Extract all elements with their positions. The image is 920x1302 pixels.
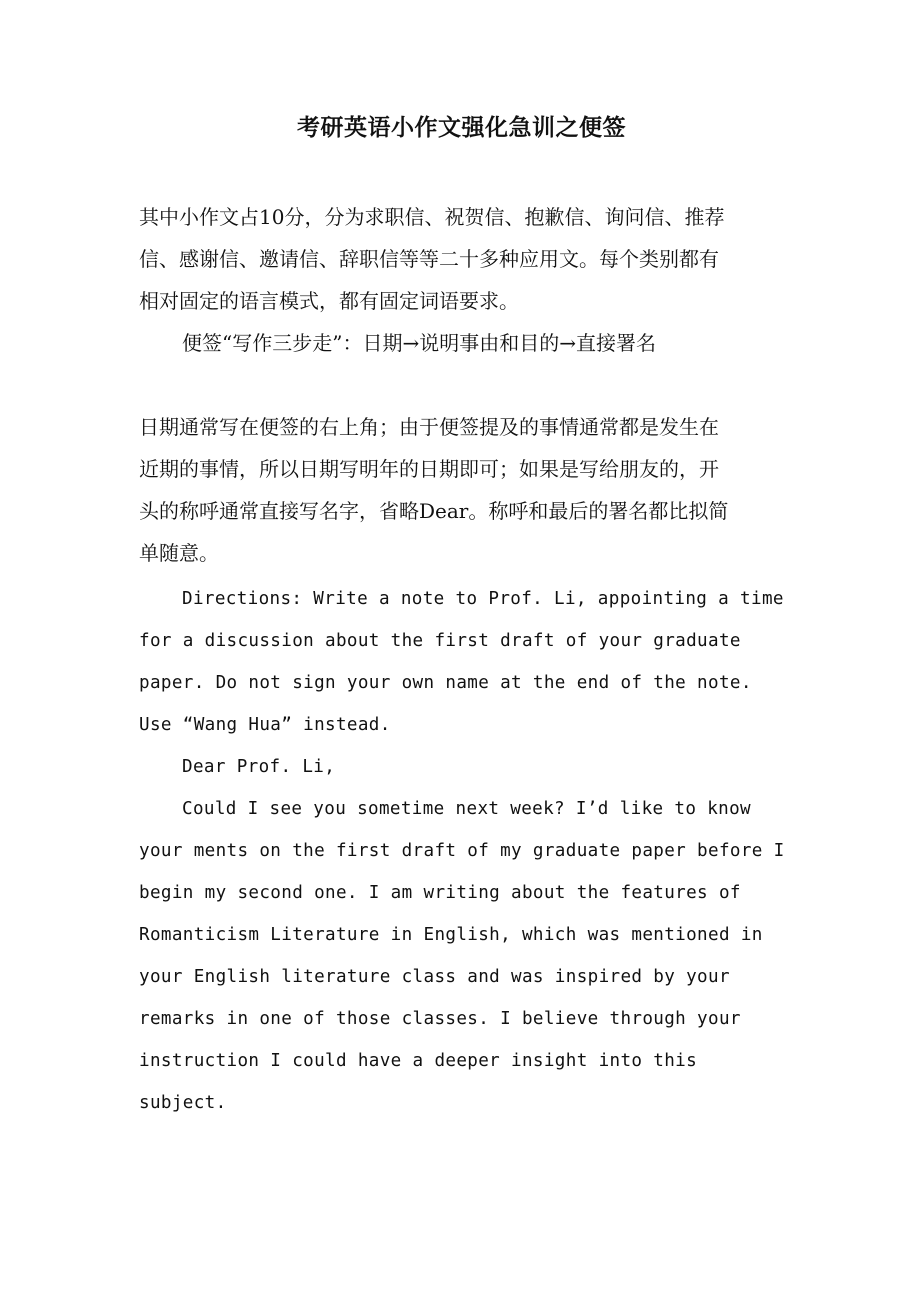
intro-paragraph [139, 196, 784, 322]
date-note-line: 近期的事情，所以日期写明年的日期即可；如果是写给朋友的，开 [139, 457, 719, 481]
document-title: 考研英语小作文强化急训之便签 [297, 114, 626, 141]
writing-steps: 便签“写作三步走”：日期→说明事由和目的→直接署名 [182, 331, 656, 355]
directions-paragraph [139, 578, 784, 746]
directions-line: Use “Wang Hua” instead. [139, 715, 391, 735]
letter-body-line: subject. [139, 1093, 227, 1113]
date-note-paragraph [139, 406, 784, 574]
intro-line: 相对固定的语言模式，都有固定词语要求。 [139, 289, 519, 313]
letter-body-line: instruction I could have a deeper insight into this [139, 1051, 698, 1071]
letter-salutation: Dear Prof. Li, [182, 757, 336, 777]
intro-line: 信、感谢信、邀请信、辞职信等等二十多种应用文。每个类别都有 [139, 247, 719, 271]
letter-body [139, 788, 784, 1124]
directions-line: paper. Do not sign your own name at the end of the note. [139, 673, 752, 693]
letter-body-line: remarks in one of those classes. I believe through your [139, 1009, 741, 1029]
directions-line: for a discussion about the first draft of your graduate [139, 631, 741, 651]
date-note-line: 头的称呼通常直接写名字，省略Dear。称呼和最后的署名都比拟简 [139, 499, 729, 523]
intro-line: 其中小作文占10分，分为求职信、祝贺信、抱歉信、询问信、推荐 [139, 205, 725, 229]
letter-body-line: Could I see you sometime next week? I’d like to know [182, 799, 752, 819]
letter-body-line: your ments on the first draft of my graduate paper before I [139, 841, 785, 861]
date-note-line: 单随意。 [139, 541, 219, 565]
letter-body-line: Romanticism Literature in English, which was mentioned in [139, 925, 763, 945]
date-note-line: 日期通常写在便签的右上角；由于便签提及的事情通常都是发生在 [139, 415, 719, 439]
directions-line: Directions: Write a note to Prof. Li, appointing a time [182, 589, 784, 609]
letter-body-line: begin my second one. I am writing about the features of [139, 883, 741, 903]
letter-body-line: your English literature class and was inspired by your [139, 967, 730, 987]
